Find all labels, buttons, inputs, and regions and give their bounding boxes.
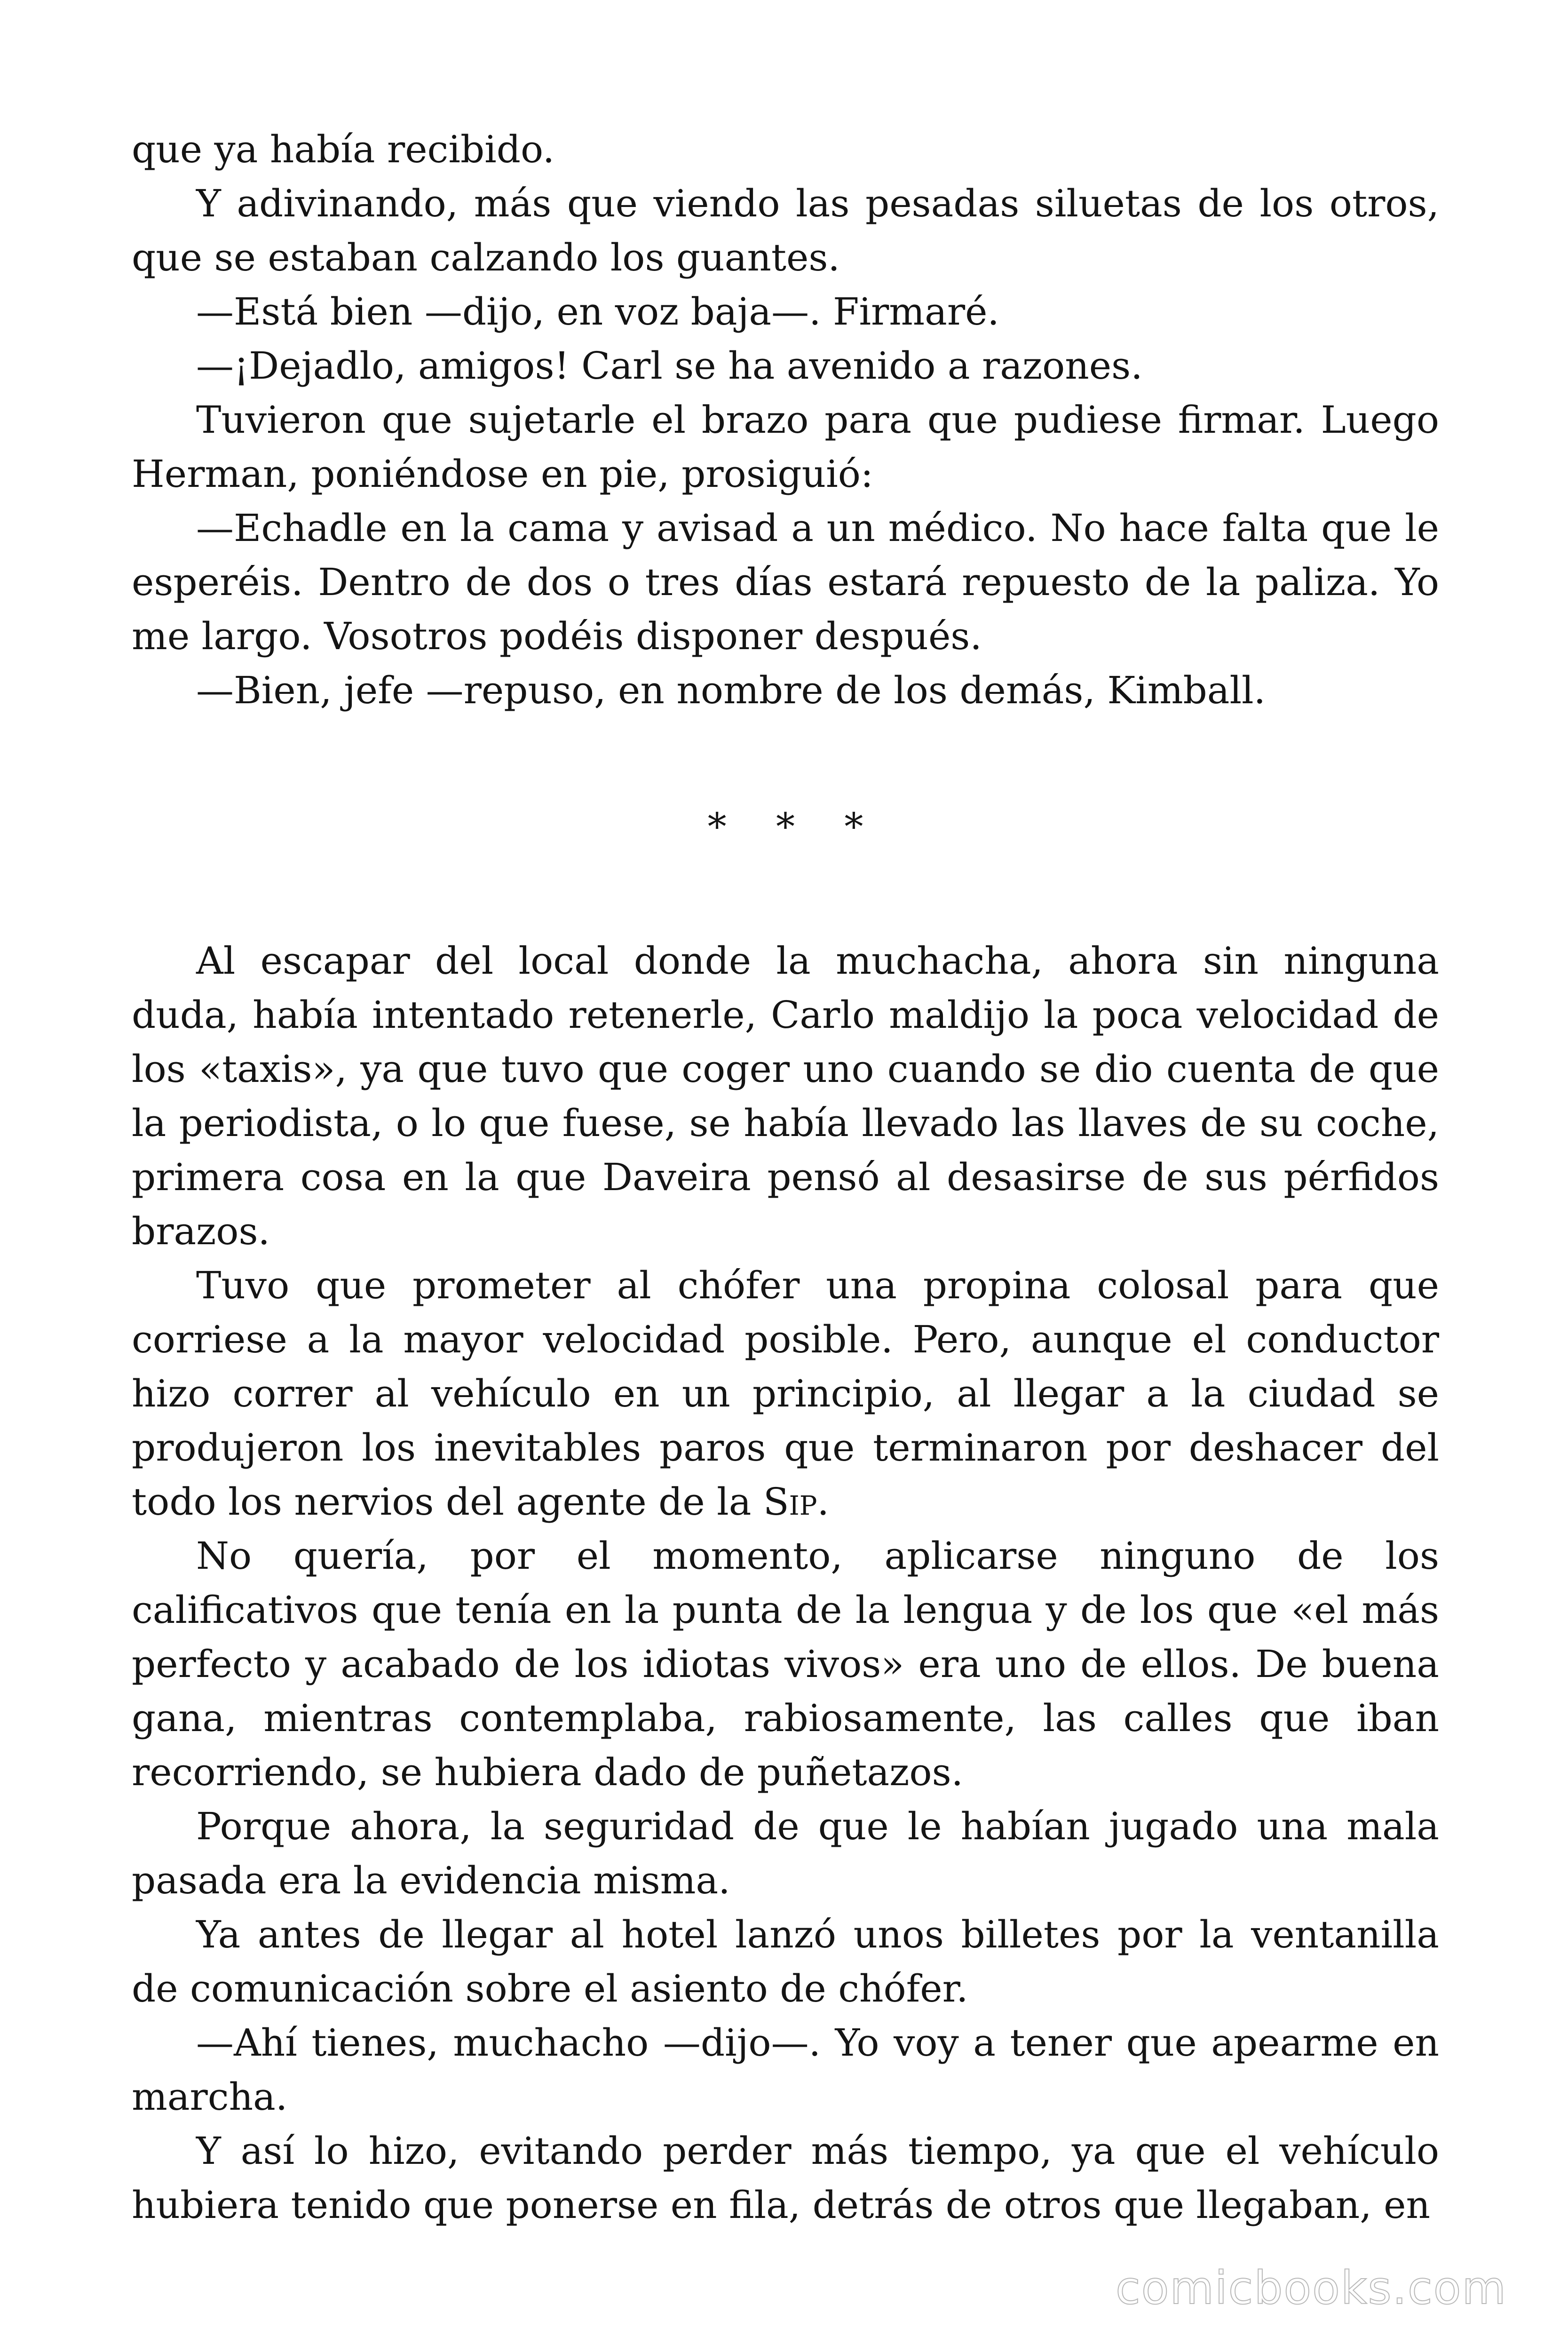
paragraph: —Bien, jefe —repuso, en nombre de los demás, Kimball. xyxy=(196,668,1266,712)
paragraph: No quería, por el momento, aplicarse ninguno de los calificativos que tenía en la punta de la lengua y de los que «el más perfecto y acabado de los idiotas vivos» era uno de ellos. De buena gana, mientras contemplaba, rabiosamente, las calles que iban recorriendo, se hubiera dado de puñetazos. xyxy=(132,1534,1439,1794)
paragraph: que ya había recibido. xyxy=(132,127,555,171)
book-page xyxy=(132,122,1439,2232)
paragraph-text: . xyxy=(817,1480,829,1524)
paragraph: —Echadle en la cama y avisad a un médico. No hace falta que le esperéis. Dentro de dos o tres días estará repuesto de la paliza. Yo me largo. Vosotros podéis disponer después. xyxy=(132,506,1439,658)
paragraph: Al escapar del local donde la muchacha, ahora sin ninguna duda, había intentado retenerle, Carlo maldijo la poca velocidad de los «taxis», ya que tuvo que coger uno cuando se dio cuenta de que la periodista, o lo que fuese, se había llevado las llaves de su coche, primera cosa en la que Daveira pensó al desasirse de sus pérfidos brazos. xyxy=(132,939,1439,1253)
watermark: comicbooks.com xyxy=(1115,2262,1507,2314)
paragraph: —Está bien —dijo, en voz baja—. Firmaré. xyxy=(196,290,999,334)
paragraph-text: Tuvo que prometer al chófer una propina colosal para que corriese a la mayor velocidad posible. Pero, aunque el conductor hizo correr al vehículo en un principio, al llegar a la ciudad se produjeron los inevitables paros que terminaron por deshacer del todo los nervios del agente de la xyxy=(132,1263,1439,1524)
paragraph: Y así lo hizo, evitando perder más tiempo, ya que el vehículo hubiera tenido que ponerse en fila, detrás de otros que llegaban, en xyxy=(132,2129,1439,2227)
paragraph: —¡Dejadlo, amigos! Carl se ha avenido a razones. xyxy=(196,344,1143,388)
paragraph: Tuvieron que sujetarle el brazo para que pudiese firmar. Luego Herman, poniéndose en pie, prosiguió: xyxy=(132,398,1439,496)
section-2 xyxy=(132,934,1439,2232)
agency-name: Sip xyxy=(763,1480,817,1524)
paragraph: Y adivinando, más que viendo las pesadas siluetas de los otros, que se estaban calzando los guantes. xyxy=(132,182,1439,279)
paragraph xyxy=(132,1258,1439,1529)
paragraph: —Ahí tienes, muchacho —dijo—. Yo voy a tener que apearme en marcha. xyxy=(132,2021,1439,2119)
section-divider: * * * xyxy=(707,805,882,849)
paragraph: Ya antes de llegar al hotel lanzó unos billetes por la ventanilla de comunicación sobre el asiento de chófer. xyxy=(132,1913,1439,2010)
paragraph: Porque ahora, la seguridad de que le habían jugado una mala pasada era la evidencia misma. xyxy=(132,1804,1439,1902)
section-1 xyxy=(132,122,1439,717)
